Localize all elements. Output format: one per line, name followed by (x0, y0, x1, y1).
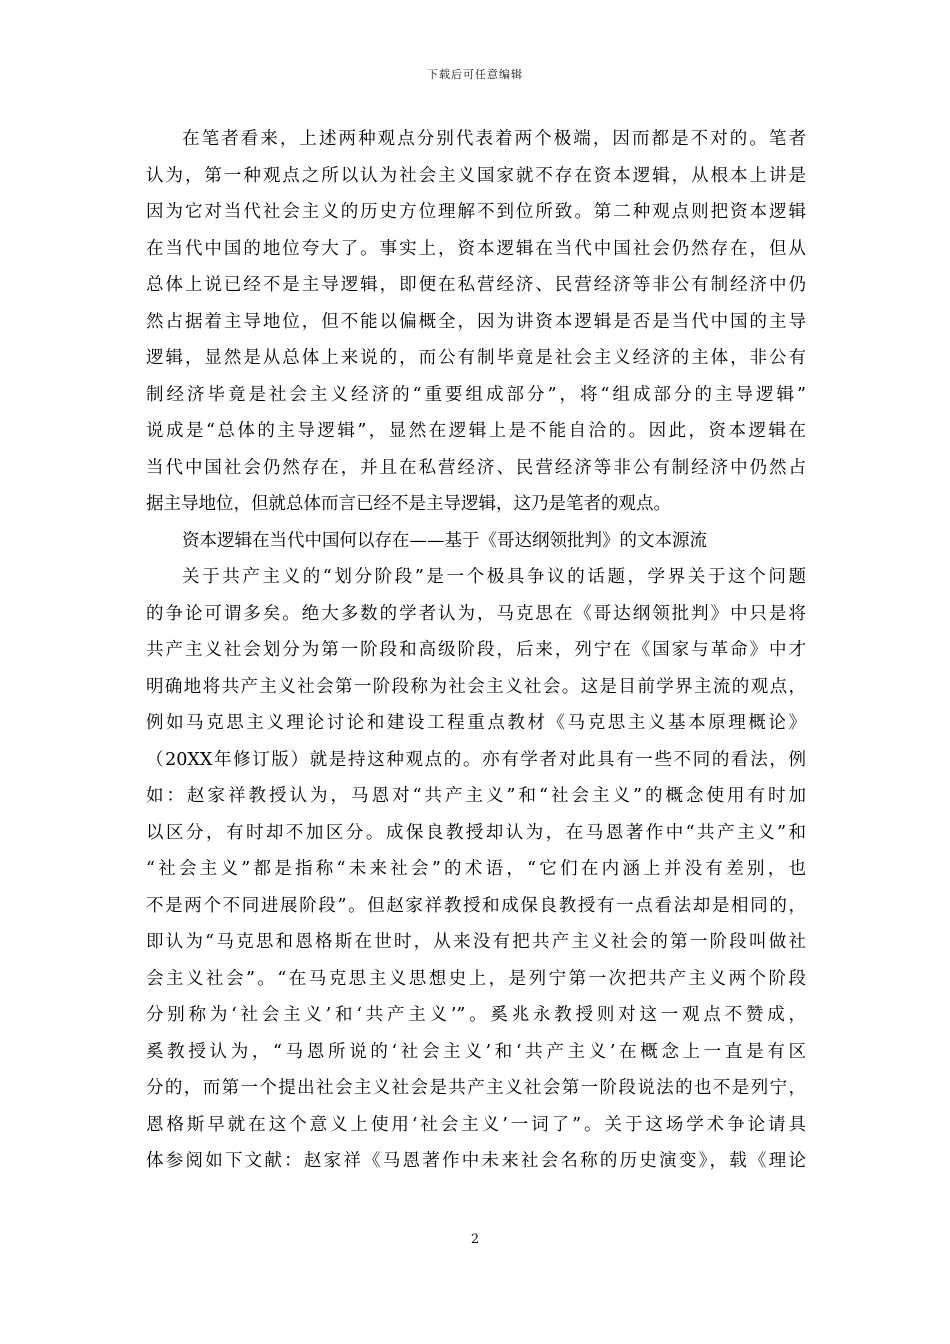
text-line: 因为它对当代社会主义的历史方位理解不到位所致。第二种观点则把资本逻辑 (146, 202, 806, 222)
text-line: 体参阅如下文献：赵家祥《马恩著作中未来社会名称的历史演变》，载《理论 (146, 1151, 806, 1171)
text-line: 会主义社会”。“在马克思主义思想史上，是列宁第一次把共产主义两个阶段 (146, 968, 806, 989)
text-line: 明确地将共产主义社会第一阶段称为社会主义社会。这是目前学界主流的观点， (146, 676, 806, 697)
text-line: 据主导地位，但就总体而言已经不是主导逻辑，这乃是笔者的观点。 (146, 494, 671, 514)
text-line: 的争论可谓多矣。绝大多数的学者认为，马克思在《哥达纲领批判》中只是将 (146, 603, 806, 624)
paragraph (146, 126, 806, 528)
text-line: “社会主义”都是指称“未来社会”的术语，“它们在内涵上并没有差别，也 (146, 859, 806, 879)
text-line: 关于共产主义的“划分阶段”是一个极具争议的话题，学界关于这个问题 (182, 567, 806, 587)
paragraph (146, 564, 806, 1185)
heading-line: 资本逻辑在当代中国何以存在——基于《哥达纲领批判》的文本源流 (182, 530, 707, 551)
text-line: 在当代中国的地位夸大了。事实上，资本逻辑在当代中国社会仍然存在，但从 (146, 238, 806, 259)
text-line: 即认为“马克思和恩格斯在世时，从来没有把共产主义社会的第一阶段叫做社 (146, 932, 806, 952)
document-body (146, 126, 806, 1185)
text-line: 总体上说已经不是主导逻辑，即便在私营经济、民营经济等非公有制经济中仍 (146, 275, 806, 295)
section-heading (146, 528, 806, 565)
text-line: 以区分，有时却不加区分。成保良教授却认为，在马恩著作中“共产主义”和 (146, 822, 806, 843)
text-line: 逻辑，显然是从总体上来说的，而公有制毕竟是社会主义经济的主体，非公有 (146, 348, 806, 368)
text-line: 奚教授认为，“马恩所说的‘社会主义’和‘共产主义’在概念上一直是有区 (146, 1041, 806, 1062)
text-line: 分的，而第一个提出社会主义社会是共产主义社会第一阶段说法的也不是列宁， (146, 1078, 806, 1098)
text-line: 如：赵家祥教授认为，马恩对“共产主义”和“社会主义”的概念使用有时加 (146, 786, 806, 806)
text-line: 制经济毕竟是社会主义经济的“重要组成部分”，将“组成部分的主导逻辑” (146, 384, 806, 405)
text-line: 不是两个不同进展阶段”。但赵家祥教授和成保良教授有一点看法却是相同的， (146, 895, 806, 916)
text-line: 认为，第一种观点之所以认为社会主义国家就不存在资本逻辑，从根本上讲是 (146, 165, 806, 186)
text-line: 恩格斯早就在这个意义上使用‘社会主义’一词了”。关于这场学术争论请具 (146, 1114, 806, 1135)
page-number: 2 (470, 1232, 480, 1247)
page-header: 下载后可任意编辑 (427, 68, 523, 81)
text-line: （20XX年修订版）就是持这种观点的。亦有学者对此具有一些不同的看法，例 (146, 749, 806, 770)
text-line: 在笔者看来，上述两种观点分别代表着两个极端，因而都是不对的。笔者 (182, 129, 806, 149)
text-line: 当代中国社会仍然存在，并且在私营经济、民营经济等非公有制经济中仍然占 (146, 457, 806, 478)
text-line: 然占据着主导地位，但不能以偏概全，因为讲资本逻辑是否是当代中国的主导 (146, 311, 806, 332)
text-line: 分别称为‘社会主义’和‘共产主义’”。奚兆永教授则对这一观点不赞成， (146, 1005, 806, 1025)
text-line: 说成是“总体的主导逻辑”，显然在逻辑上是不能自洽的。因此，资本逻辑在 (146, 421, 806, 441)
text-line: 共产主义社会划分为第一阶段和高级阶段，后来，列宁在《国家与革命》中才 (146, 640, 806, 660)
text-line: 例如马克思主义理论讨论和建设工程重点教材《马克思主义基本原理概论》 (146, 713, 806, 733)
